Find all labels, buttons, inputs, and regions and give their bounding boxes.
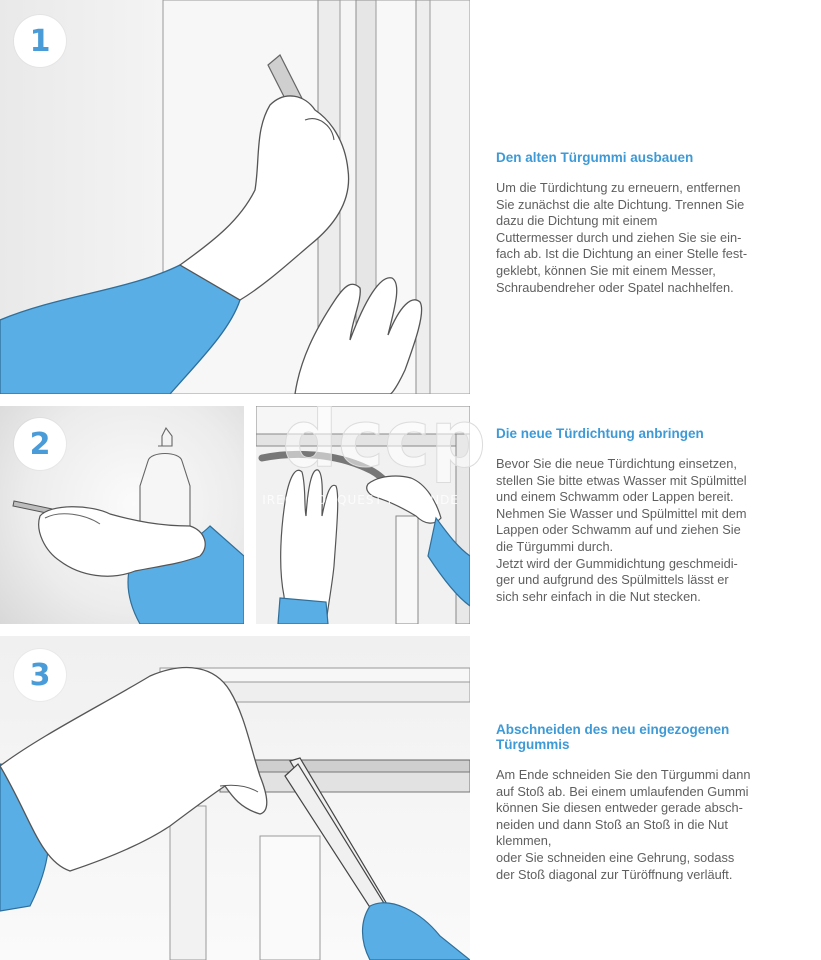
step-3-description	[496, 767, 796, 883]
step-1-line: geklebt, können Sie mit einem Messer,	[496, 262, 716, 278]
step-1-text-block	[496, 150, 796, 296]
step-2-line: Bevor Sie die neue Türdichtung einsetzen,	[496, 456, 737, 471]
watermark-tagline: DIRECT CONQUEST PASSENDE	[262, 493, 459, 507]
step-2-text-block	[496, 426, 796, 605]
cutting-seal-drawing	[0, 636, 470, 960]
step-2-heading: Die neue Türdichtung anbringen	[496, 426, 704, 441]
step-2-line: ger und aufgrund des Spülmittels lässt er	[496, 572, 729, 588]
step-1-description	[496, 180, 796, 296]
step-3-line: neiden und dann Stoß an Stoß in die Nut	[496, 816, 728, 832]
step-3-line: auf Stoß ab. Bei einem umlaufenden Gummi	[496, 783, 749, 799]
step-3-heading	[496, 722, 796, 752]
step-2-line: und einem Schwamm oder Lappen bereit.	[496, 489, 734, 505]
step-3-illustration	[0, 636, 470, 960]
step-2-number-badge: 2	[14, 418, 66, 470]
step-3-line: klemmen,	[496, 833, 552, 849]
seal-insertion-drawing	[256, 406, 470, 624]
step-2-illustration-insert	[256, 406, 470, 624]
step-1-line: Um die Türdichtung zu erneuern, entfernen	[496, 180, 741, 195]
step-1-line: fach ab. Ist die Dichtung an einer Stelle fest-	[496, 246, 748, 262]
step-1-line: Cuttermesser durch und ziehen Sie sie ein-	[496, 229, 742, 245]
step-1-line: Sie zunächst die alte Dichtung. Trennen Sie	[496, 196, 745, 212]
step-2-line: stellen Sie bitte etwas Wasser mit Spülmittel	[496, 472, 747, 488]
step-2-description	[496, 456, 796, 605]
step-3-line: oder Sie schneiden eine Gehrung, sodass	[496, 849, 735, 865]
step-2-line: Lappen oder Schwamm auf und ziehen Sie	[496, 522, 741, 538]
step-1-number-badge: 1	[14, 15, 66, 67]
step-2-line: sich sehr einfach in die Nut stecken.	[496, 588, 701, 604]
door-frame-seal-removal-drawing	[0, 0, 470, 394]
step-1-illustration	[0, 0, 470, 394]
watermark-logo-text: dccp	[282, 396, 487, 485]
step-3-text-block	[496, 722, 796, 883]
step-3-line: können Sie diesen entweder gerade absch-	[496, 800, 743, 816]
step-3-line: Am Ende schneiden Sie den Türgummi dann	[496, 767, 751, 782]
step-2-line: die Türgummi durch.	[496, 538, 614, 554]
step-1-line: dazu die Dichtung mit einem	[496, 213, 658, 229]
step-2-line: Jetzt wird der Gummidichtung geschmeidi-	[496, 555, 738, 571]
step-3-heading-line: Türgummis	[496, 737, 570, 752]
step-1-line: Schraubendreher oder Spatel nachhelfen.	[496, 279, 734, 295]
step-3-line: der Stoß diagonal zur Türöffnung verläuft.	[496, 866, 733, 882]
step-1-heading: Den alten Türgummi ausbauen	[496, 150, 694, 165]
step-2-line: Nehmen Sie Wasser und Spülmittel mit dem	[496, 505, 747, 521]
step-3-heading-line: Abschneiden des neu eingezogenen	[496, 722, 730, 737]
step-3-number-badge: 3	[14, 649, 66, 701]
